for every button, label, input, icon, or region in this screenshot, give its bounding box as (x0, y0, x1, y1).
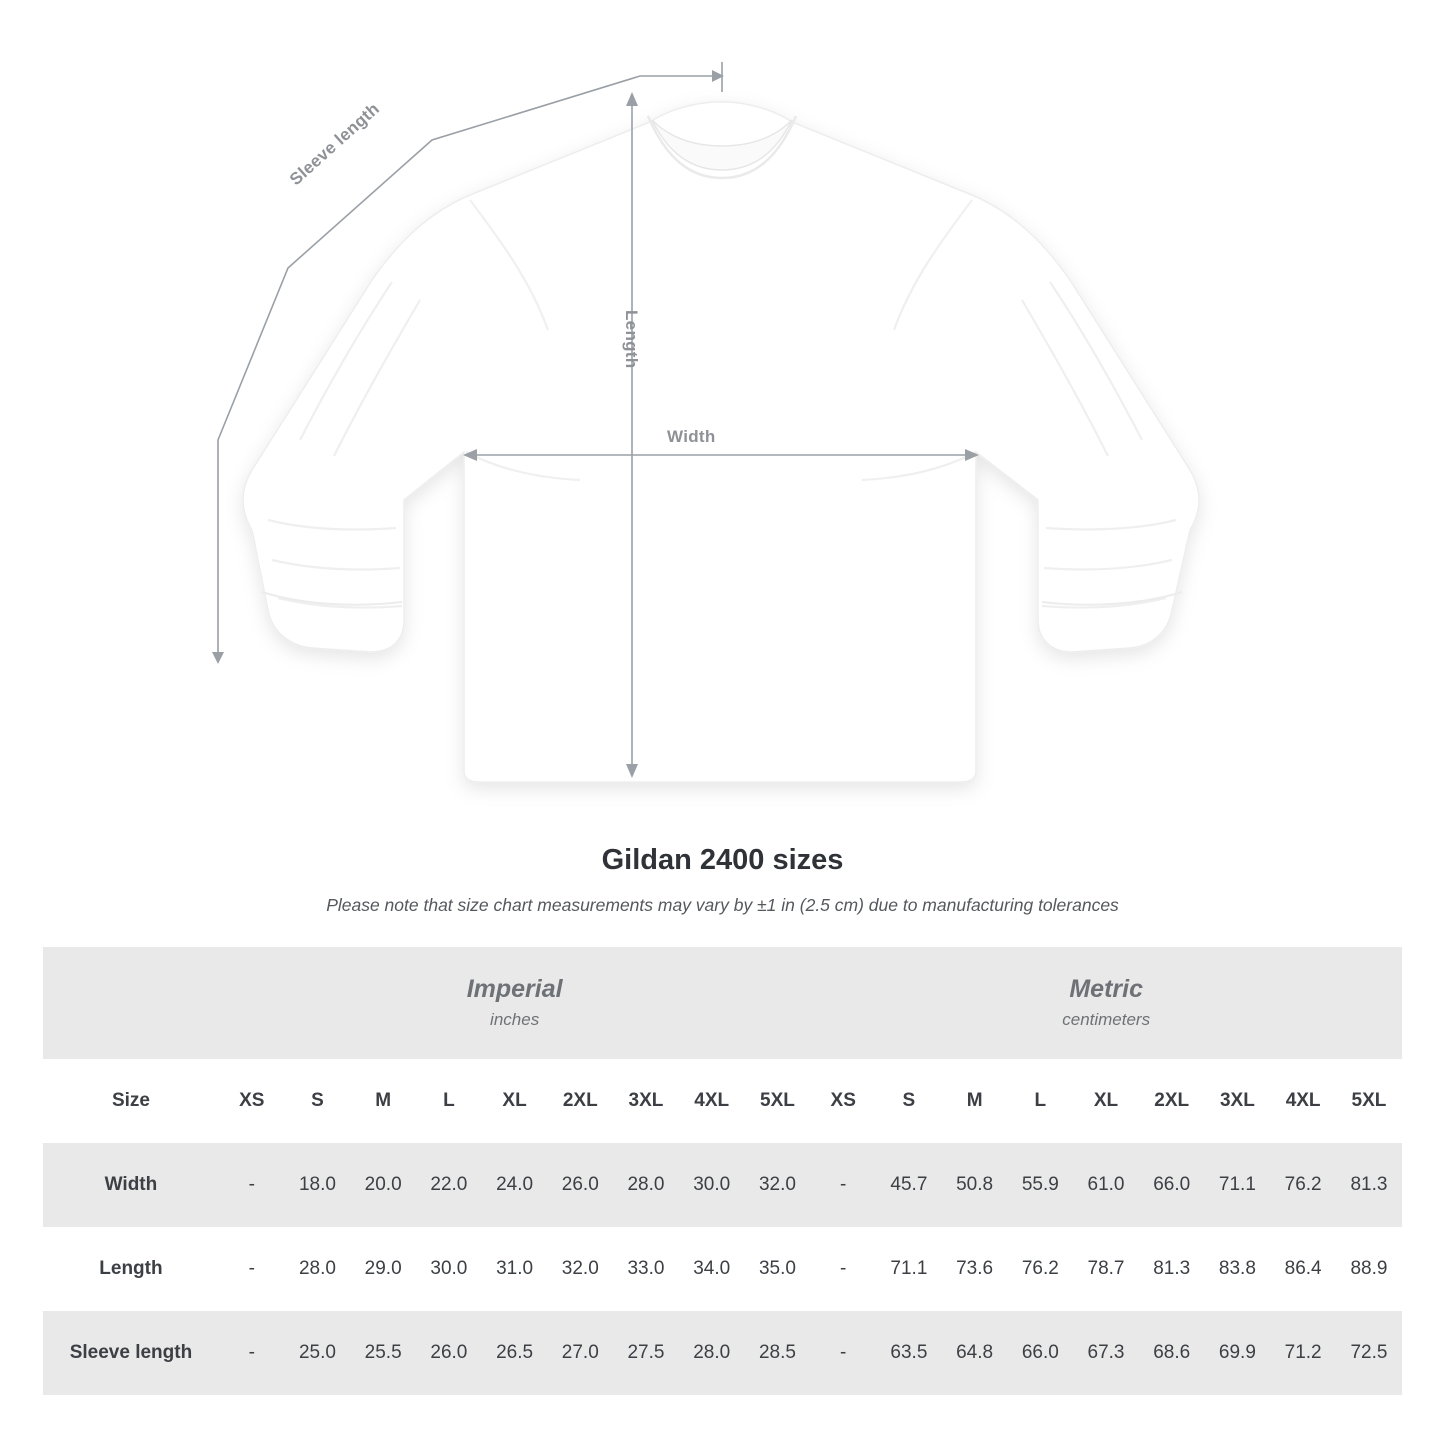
cell-width-imp-m: 20.0 (350, 1143, 416, 1227)
cell-sleeve-imp-5xl: 28.5 (745, 1311, 811, 1395)
cell-width-met-s: 45.7 (876, 1143, 942, 1227)
col-header-met-m: M (942, 1059, 1008, 1143)
cell-width-met-2xl: 66.0 (1139, 1143, 1205, 1227)
col-header-met-2xl: 2XL (1139, 1059, 1205, 1143)
table-row (43, 1143, 1402, 1227)
unit-metric-name: Metric (1069, 975, 1143, 1004)
cell-sleeve-imp-s: 25.0 (285, 1311, 351, 1395)
cell-length-imp-l: 30.0 (416, 1227, 482, 1311)
cell-length-imp-xs: - (219, 1227, 285, 1311)
unit-header-row (43, 947, 1402, 1059)
table-row (43, 1227, 1402, 1311)
row-label-sleeve-length: Sleeve length (43, 1311, 219, 1395)
row-label-length: Length (43, 1227, 219, 1311)
cell-width-imp-3xl: 28.0 (613, 1143, 679, 1227)
cell-width-imp-2xl: 26.0 (547, 1143, 613, 1227)
col-header-met-s: S (876, 1059, 942, 1143)
cell-width-imp-xl: 24.0 (482, 1143, 548, 1227)
cell-length-imp-s: 28.0 (285, 1227, 351, 1311)
cell-length-imp-m: 29.0 (350, 1227, 416, 1311)
length-label: Length (622, 310, 641, 369)
cell-length-imp-5xl: 35.0 (745, 1227, 811, 1311)
col-header-imp-l: L (416, 1059, 482, 1143)
cell-sleeve-imp-l: 26.0 (416, 1311, 482, 1395)
width-label: Width (667, 427, 716, 446)
cell-length-met-s: 71.1 (876, 1227, 942, 1311)
cell-length-met-xl: 78.7 (1073, 1227, 1139, 1311)
col-header-imp-3xl: 3XL (613, 1059, 679, 1143)
cell-width-imp-4xl: 30.0 (679, 1143, 745, 1227)
unit-spacer (43, 947, 219, 1059)
cell-sleeve-met-3xl: 69.9 (1205, 1311, 1271, 1395)
title-block (0, 843, 1445, 917)
cell-sleeve-met-5xl: 72.5 (1336, 1311, 1402, 1395)
cell-sleeve-imp-xs: - (219, 1311, 285, 1395)
col-header-met-xl: XL (1073, 1059, 1139, 1143)
cell-sleeve-met-xs: - (810, 1311, 876, 1395)
cell-sleeve-met-4xl: 71.2 (1270, 1311, 1336, 1395)
tolerance-note: Please note that size chart measurements may vary by ±1 in (2.5 cm) due to manufacturing tolerances (326, 894, 1119, 915)
unit-imperial-name: Imperial (466, 975, 563, 1004)
col-header-imp-4xl: 4XL (679, 1059, 745, 1143)
sleeve-length-label: Sleeve length (286, 99, 384, 190)
cell-length-imp-4xl: 34.0 (679, 1227, 745, 1311)
unit-group-metric (810, 947, 1402, 1059)
page-title: Gildan 2400 sizes (601, 844, 844, 876)
cell-length-met-2xl: 81.3 (1139, 1227, 1205, 1311)
col-header-met-l: L (1007, 1059, 1073, 1143)
cell-width-imp-5xl: 32.0 (745, 1143, 811, 1227)
cell-sleeve-met-s: 63.5 (876, 1311, 942, 1395)
cell-length-imp-xl: 31.0 (482, 1227, 548, 1311)
unit-imperial-sub: inches (490, 1009, 540, 1029)
cell-width-met-xl: 61.0 (1073, 1143, 1139, 1227)
col-header-met-3xl: 3XL (1205, 1059, 1271, 1143)
cell-width-met-3xl: 71.1 (1205, 1143, 1271, 1227)
size-table-container (43, 947, 1402, 1395)
size-table (43, 947, 1402, 1395)
cell-width-met-l: 55.9 (1007, 1143, 1073, 1227)
row-label-width: Width (43, 1143, 219, 1227)
unit-group-imperial (219, 947, 810, 1059)
cell-length-met-4xl: 86.4 (1270, 1227, 1336, 1311)
cell-width-met-xs: - (810, 1143, 876, 1227)
col-header-met-5xl: 5XL (1336, 1059, 1402, 1143)
cell-sleeve-met-l: 66.0 (1007, 1311, 1073, 1395)
cell-length-met-3xl: 83.8 (1205, 1227, 1271, 1311)
cell-length-met-m: 73.6 (942, 1227, 1008, 1311)
col-header-imp-xs: XS (219, 1059, 285, 1143)
cell-sleeve-imp-4xl: 28.0 (679, 1311, 745, 1395)
cell-length-met-xs: - (810, 1227, 876, 1311)
cell-width-met-5xl: 81.3 (1336, 1143, 1402, 1227)
cell-width-imp-xs: - (219, 1143, 285, 1227)
unit-metric-sub: centimeters (1062, 1009, 1151, 1029)
col-header-imp-5xl: 5XL (745, 1059, 811, 1143)
cell-length-imp-2xl: 32.0 (547, 1227, 613, 1311)
table-row (43, 1311, 1402, 1395)
cell-length-met-l: 76.2 (1007, 1227, 1073, 1311)
shirt-shape (243, 102, 1199, 782)
col-header-met-xs: XS (810, 1059, 876, 1143)
size-header-row (43, 1059, 1402, 1143)
cell-width-imp-l: 22.0 (416, 1143, 482, 1227)
col-header-met-4xl: 4XL (1270, 1059, 1336, 1143)
col-header-imp-xl: XL (482, 1059, 548, 1143)
cell-width-imp-s: 18.0 (285, 1143, 351, 1227)
cell-sleeve-imp-3xl: 27.5 (613, 1311, 679, 1395)
cell-sleeve-imp-2xl: 27.0 (547, 1311, 613, 1395)
cell-sleeve-met-xl: 67.3 (1073, 1311, 1139, 1395)
cell-sleeve-imp-m: 25.5 (350, 1311, 416, 1395)
row-header-size: Size (43, 1059, 219, 1143)
col-header-imp-2xl: 2XL (547, 1059, 613, 1143)
col-header-imp-m: M (350, 1059, 416, 1143)
cell-width-met-4xl: 76.2 (1270, 1143, 1336, 1227)
cell-width-met-m: 50.8 (942, 1143, 1008, 1227)
cell-sleeve-met-m: 64.8 (942, 1311, 1008, 1395)
cell-sleeve-imp-xl: 26.5 (482, 1311, 548, 1395)
cell-length-met-5xl: 88.9 (1336, 1227, 1402, 1311)
cell-length-imp-3xl: 33.0 (613, 1227, 679, 1311)
cell-sleeve-met-2xl: 68.6 (1139, 1311, 1205, 1395)
col-header-imp-s: S (285, 1059, 351, 1143)
